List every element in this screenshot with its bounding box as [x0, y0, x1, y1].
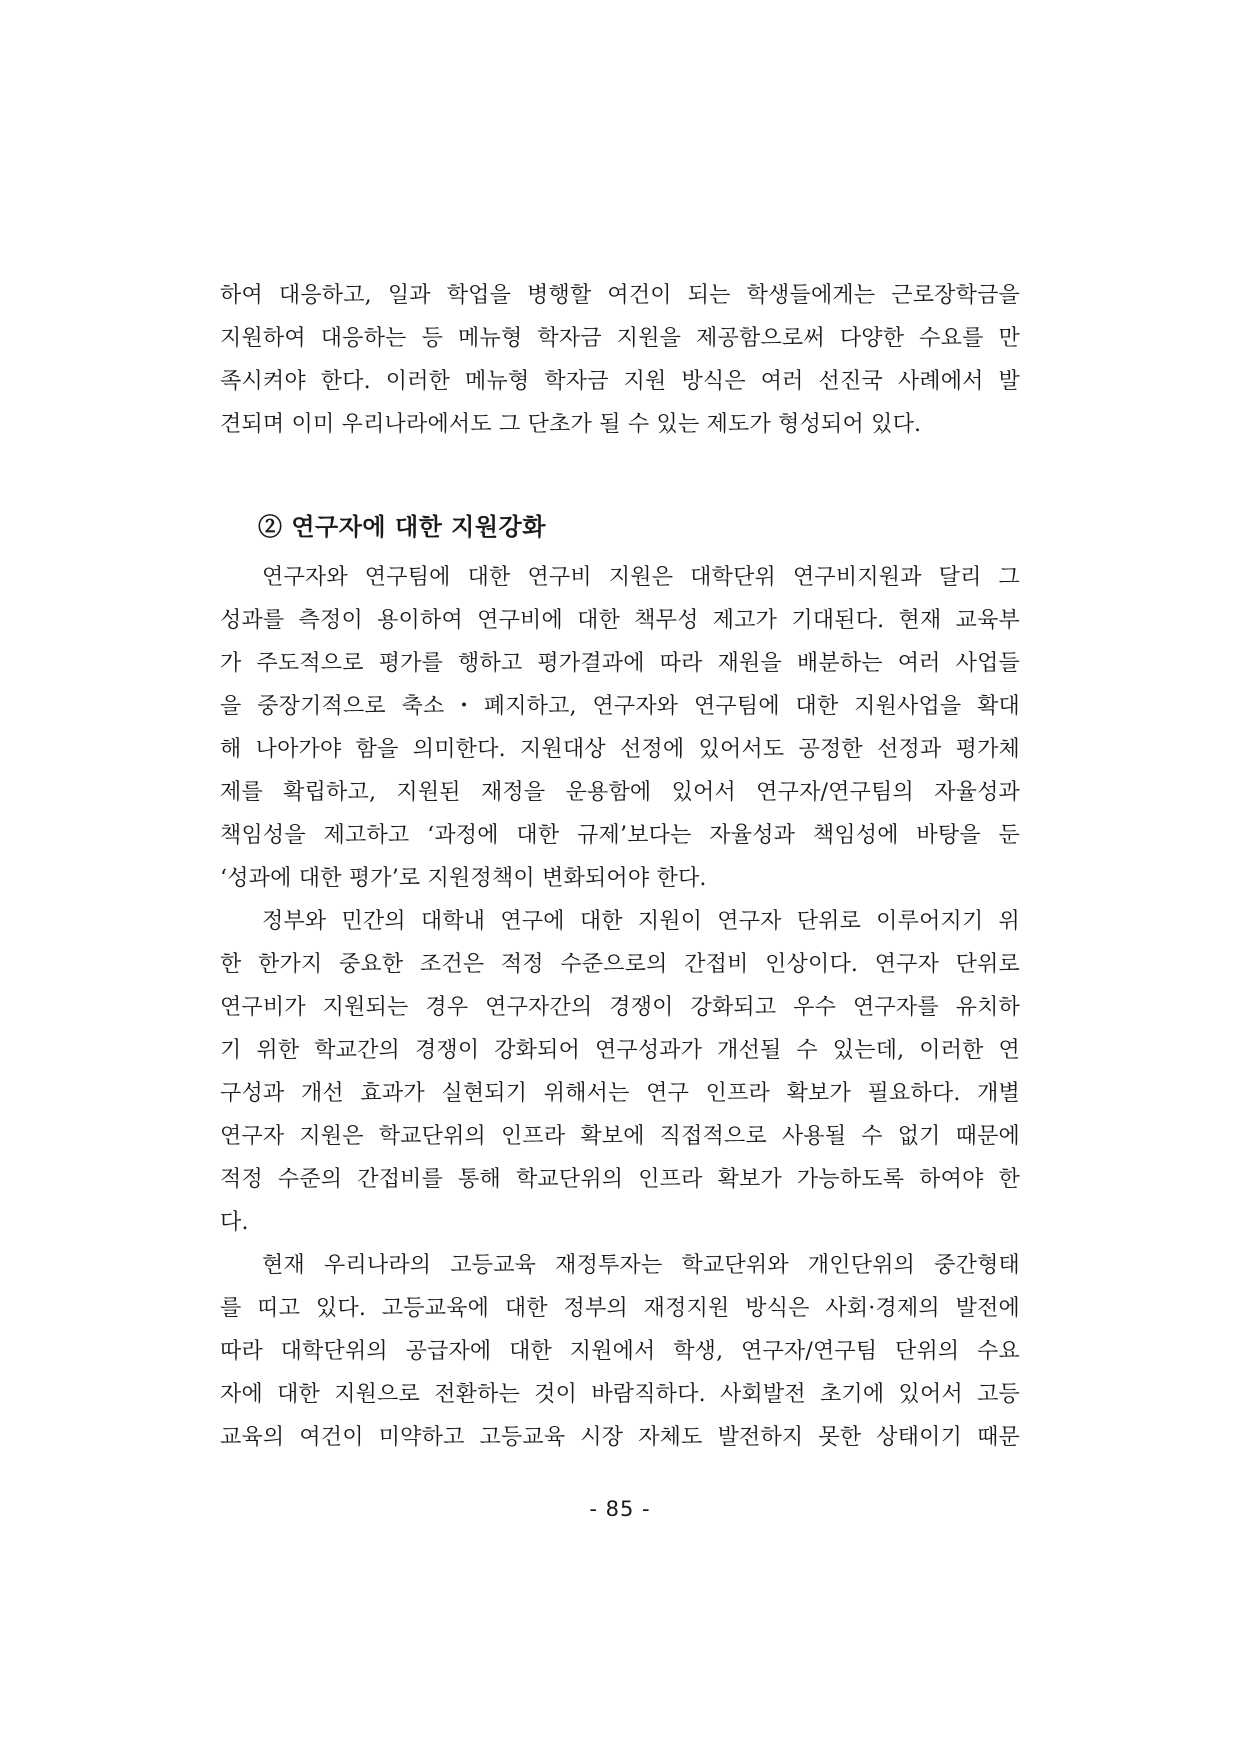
paragraph-line: 다. — [220, 1210, 249, 1235]
paragraph-line: 따라 대학단위의 공급자에 대한 지원에서 학생, 연구자/연구팀 단위의 수요 — [220, 1339, 1020, 1364]
paragraph-line: 견되며 이미 우리나라에서도 그 단초가 될 수 있는 제도가 형성되어 있다. — [220, 412, 922, 437]
section-heading: ② 연구자에 대한 지원강화 — [258, 512, 546, 541]
paragraph-1 — [220, 556, 1020, 900]
paragraph-line: 제를 확립하고, 지원된 재정을 운용함에 있어서 연구자/연구팀의 자율성과 — [220, 780, 1020, 805]
paragraph-line: 자에 대한 지원으로 전환하는 것이 바람직하다. 사회발전 초기에 있어서 고등 — [220, 1382, 1020, 1407]
intro-paragraph — [220, 274, 1020, 446]
paragraph-line: 하여 대응하고, 일과 학업을 병행할 여건이 되는 학생들에게는 근로장학금을 — [220, 283, 1020, 308]
paragraph-3 — [220, 1244, 1020, 1459]
paragraph-line: 기 위한 학교간의 경쟁이 강화되어 연구성과가 개선될 수 있는데, 이러한 연 — [220, 1038, 1020, 1063]
paragraph-line: 연구자와 연구팀에 대한 연구비 지원은 대학단위 연구비지원과 달리 그 — [262, 565, 1020, 590]
paragraph-line: ‘성과에 대한 평가’로 지원정책이 변화되어야 한다. — [220, 866, 707, 891]
paragraph-line: 책임성을 제고하고 ‘과정에 대한 규제’보다는 자율성과 책임성에 바탕을 둔 — [220, 823, 1020, 848]
paragraph-line: 교육의 여건이 미약하고 고등교육 시장 자체도 발전하지 못한 상태이기 때문 — [220, 1425, 1020, 1450]
paragraph-line: 가 주도적으로 평가를 행하고 평가결과에 따라 재원을 배분하는 여러 사업들 — [220, 651, 1020, 676]
paragraph-line: 을 중장기적으로 축소・폐지하고, 연구자와 연구팀에 대한 지원사업을 확대 — [220, 694, 1020, 719]
paragraph-line: 현재 우리나라의 고등교육 재정투자는 학교단위와 개인단위의 중간형태 — [262, 1253, 1020, 1278]
paragraph-line: 지원하여 대응하는 등 메뉴형 학자금 지원을 제공함으로써 다양한 수요를 만 — [220, 326, 1020, 351]
paragraph-line: 한 한가지 중요한 조건은 적정 수준으로의 간접비 인상이다. 연구자 단위로 — [220, 952, 1020, 977]
paragraph-line: 연구비가 지원되는 경우 연구자간의 경쟁이 강화되고 우수 연구자를 유치하 — [220, 995, 1020, 1020]
paragraph-line: 구성과 개선 효과가 실현되기 위해서는 연구 인프라 확보가 필요하다. 개별 — [220, 1081, 1020, 1106]
paragraph-2 — [220, 900, 1020, 1244]
paragraph-line: 정부와 민간의 대학내 연구에 대한 지원이 연구자 단위로 이루어지기 위 — [262, 909, 1020, 934]
paragraph-line: 적정 수준의 간접비를 통해 학교단위의 인프라 확보가 가능하도록 하여야 한 — [220, 1167, 1020, 1192]
paragraph-line: 족시켜야 한다. 이러한 메뉴형 학자금 지원 방식은 여러 선진국 사례에서 발 — [220, 369, 1020, 394]
page-number: - 85 - — [589, 1497, 651, 1521]
paragraph-line: 를 띠고 있다. 고등교육에 대한 정부의 재정지원 방식은 사회·경제의 발전에 — [220, 1296, 1020, 1321]
paragraph-line: 해 나아가야 함을 의미한다. 지원대상 선정에 있어서도 공정한 선정과 평가체 — [220, 737, 1020, 762]
paragraph-line: 성과를 측정이 용이하여 연구비에 대한 책무성 제고가 기대된다. 현재 교육부 — [220, 608, 1020, 633]
paragraph-line: 연구자 지원은 학교단위의 인프라 확보에 직접적으로 사용될 수 없기 때문에 — [220, 1124, 1020, 1149]
